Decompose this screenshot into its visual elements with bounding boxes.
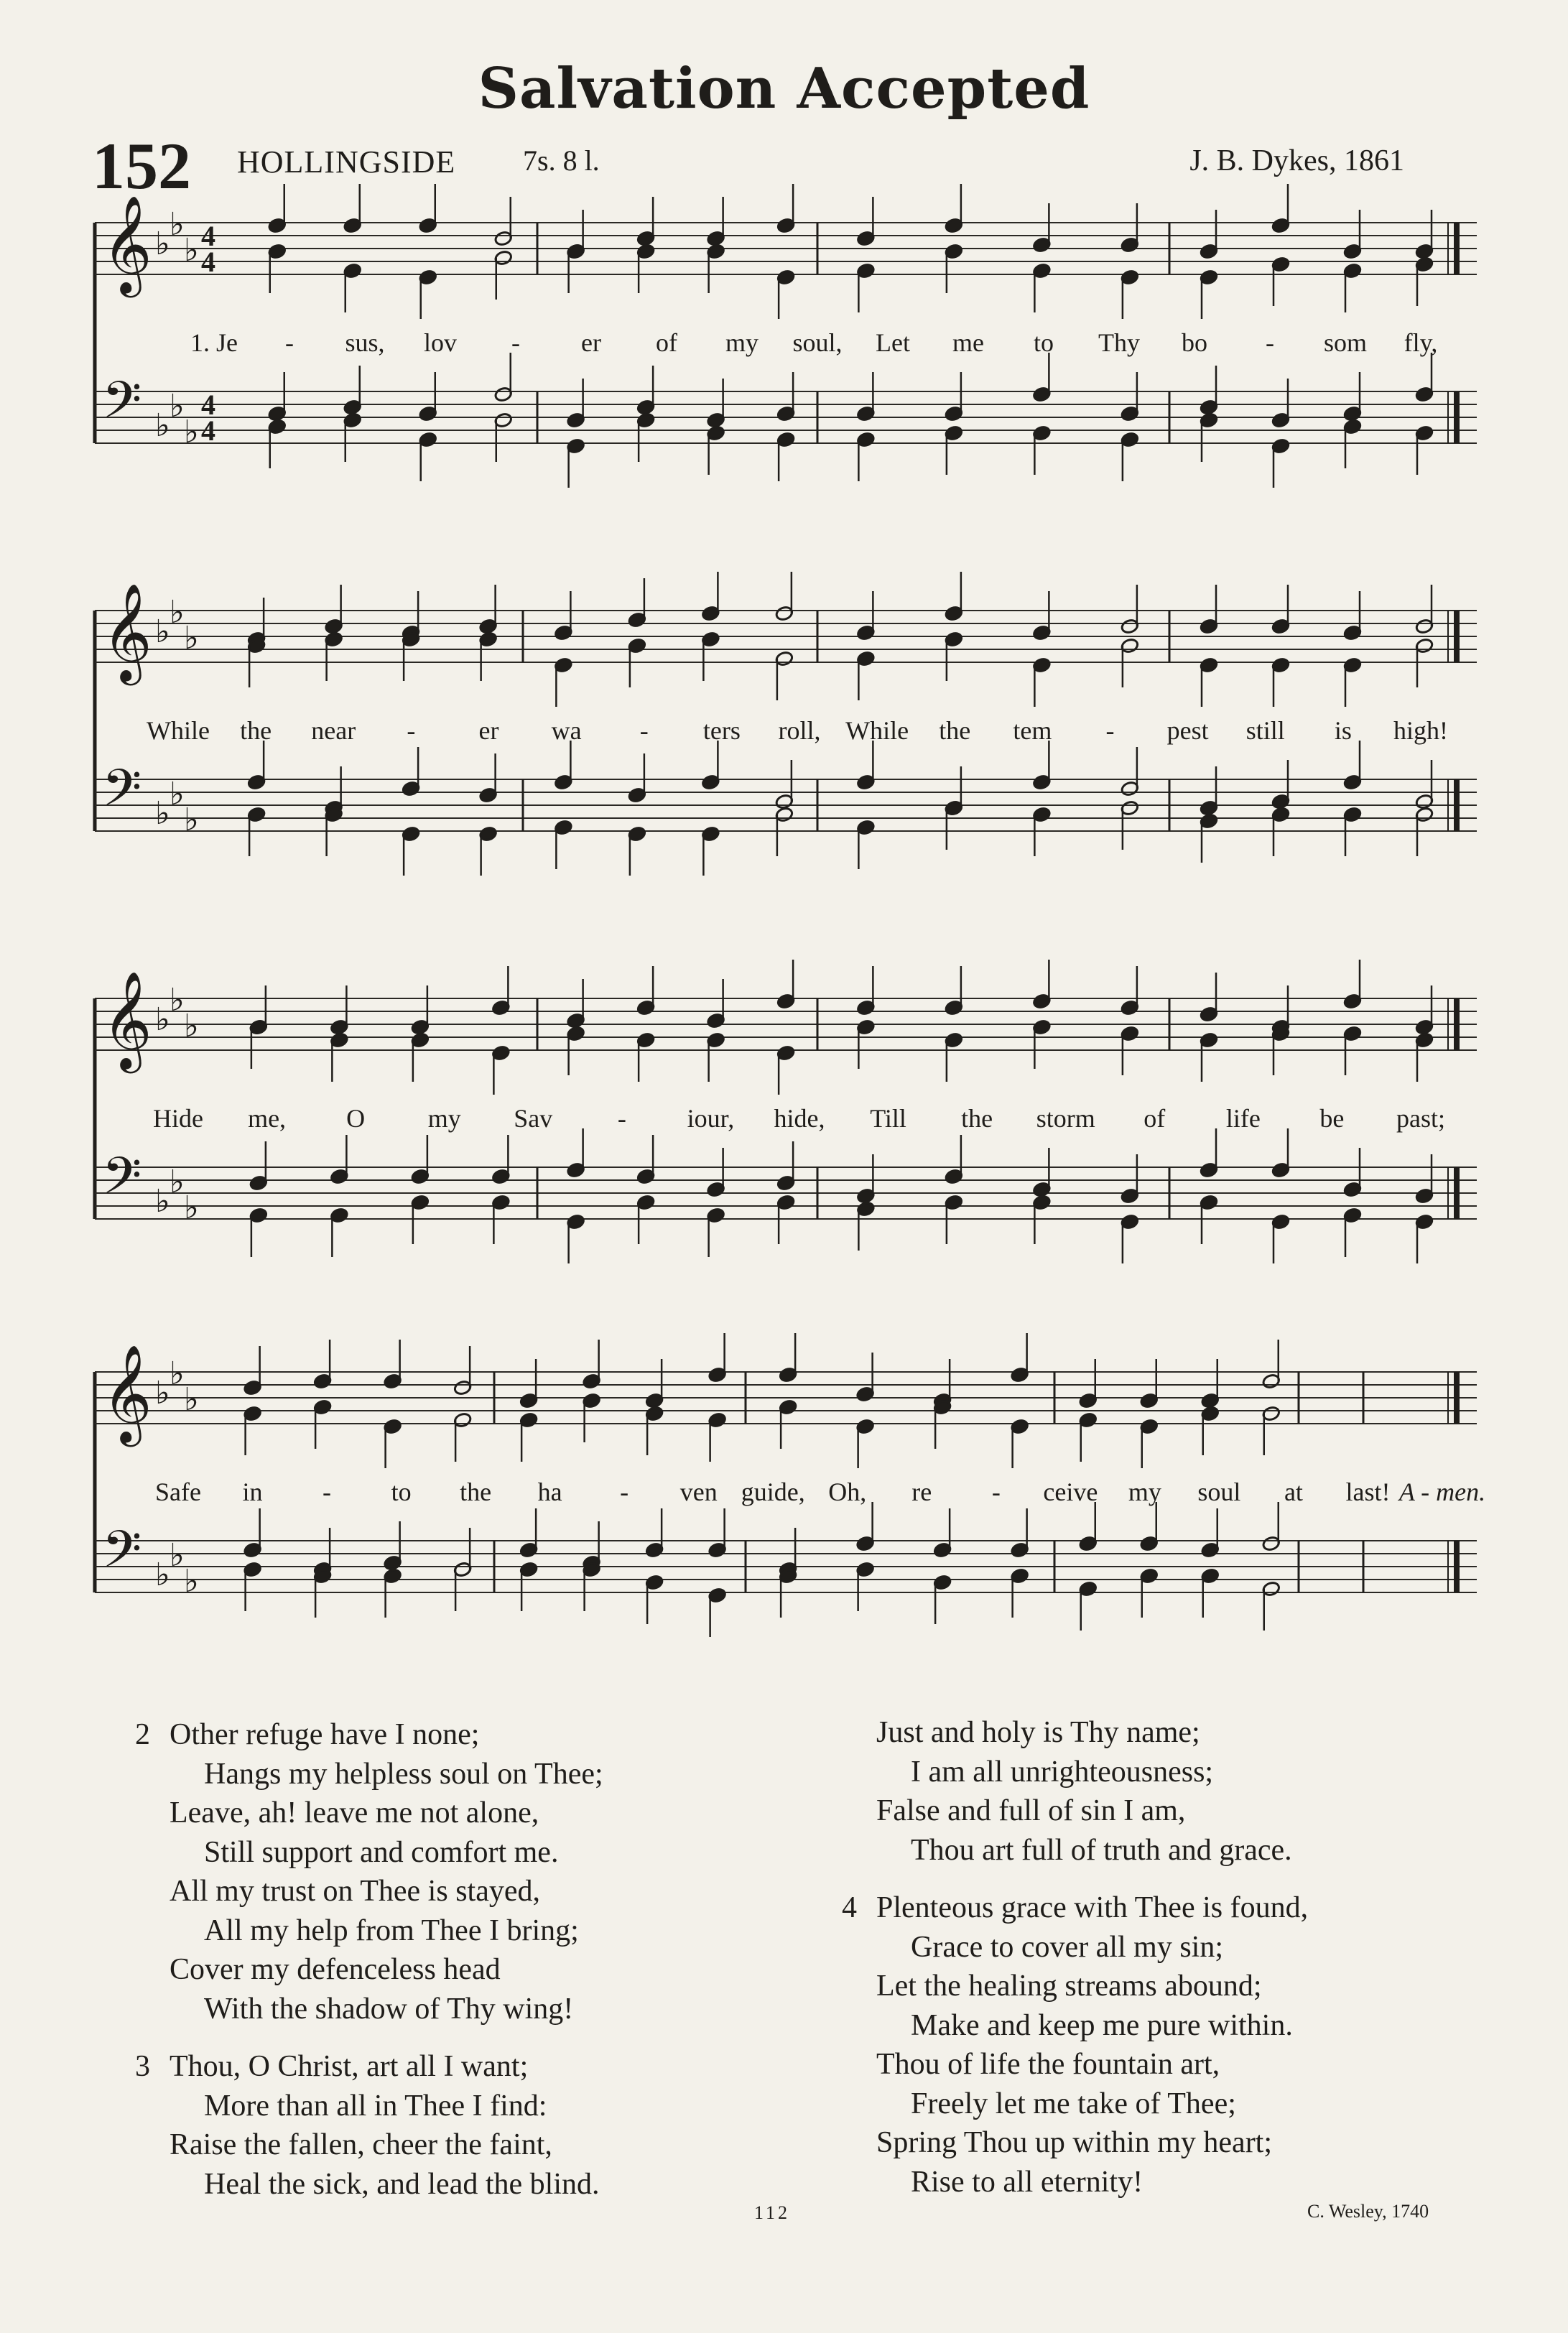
- lyric-syllable: wa: [551, 716, 582, 745]
- lyrics-line: [92, 1477, 1486, 1520]
- flat-icon: ♭: [155, 1001, 170, 1038]
- music-system-3: [92, 970, 1478, 1307]
- lyric-syllable: me,: [248, 1104, 287, 1133]
- lyrics-line: [92, 715, 1478, 759]
- lyric-syllable: be: [1319, 1104, 1345, 1133]
- verse-line: Spring Thou up within my heart;: [876, 2126, 1273, 2159]
- lyric-syllable: Oh,: [828, 1478, 867, 1506]
- lyric-syllable: re: [911, 1478, 932, 1506]
- verse-number: 3: [135, 2050, 150, 2083]
- bass-clef-icon: 𝄢: [102, 371, 142, 442]
- verse-line: Raise the fallen, cheer the faint,: [170, 2128, 552, 2161]
- verse-number: 2: [135, 1718, 150, 1751]
- lyric-syllable: guide,: [741, 1478, 805, 1506]
- verse-line: Let the healing streams abound;: [876, 1970, 1262, 2003]
- flat-icon: ♭: [170, 1164, 185, 1200]
- lyric-syllable: to: [391, 1478, 412, 1506]
- lyric-syllable: tem: [1013, 716, 1052, 745]
- lyric-syllable: Safe: [155, 1478, 201, 1506]
- flat-icon: ♭: [184, 232, 199, 269]
- music-system-1: [92, 194, 1478, 532]
- lyric-syllable: me: [952, 328, 984, 357]
- treble-clef-icon: 𝄞: [102, 194, 152, 293]
- lyric-syllable: my: [1128, 1478, 1161, 1506]
- lyric-syllable: the: [460, 1478, 492, 1506]
- flat-icon: ♭: [184, 1381, 199, 1418]
- verse-line: All my trust on Thee is stayed,: [170, 1875, 540, 1908]
- lyric-syllable: iour,: [687, 1104, 735, 1133]
- lyric-syllable: -: [1266, 328, 1274, 357]
- lyric-syllable: -: [285, 328, 294, 357]
- verse-line: 4 Plenteous grace with Thee is found,: [876, 1888, 1308, 1928]
- lyric-syllable: -: [407, 716, 416, 745]
- flat-icon: ♭: [170, 776, 185, 812]
- lyric-syllable: soul,: [792, 328, 843, 357]
- lyric-syllable: of: [656, 328, 677, 357]
- lyric-syllable: roll,: [778, 716, 821, 745]
- lyric-syllable: the: [240, 716, 272, 745]
- flat-icon: ♭: [170, 594, 185, 631]
- lyric-syllable: som: [1323, 328, 1368, 357]
- flat-icon: ♭: [184, 1008, 199, 1044]
- flat-icon: ♭: [170, 388, 185, 425]
- lyric-syllable: ha: [537, 1478, 562, 1506]
- author-credit: C. Wesley, 1740: [1307, 2201, 1429, 2222]
- flat-icon: ♭: [184, 620, 199, 657]
- verse-line: Leave, ah! leave me not alone,: [170, 1796, 539, 1829]
- lyric-syllable: -: [511, 328, 520, 357]
- lyrics-line: [92, 1103, 1478, 1146]
- flat-icon: ♭: [155, 613, 170, 650]
- flat-icon: ♭: [170, 982, 185, 1019]
- flat-icon: ♭: [170, 1355, 185, 1392]
- verse-3: [135, 2047, 603, 2204]
- lyric-syllable: the: [939, 716, 971, 745]
- bass-clef-icon: 𝄢: [102, 759, 142, 830]
- lyric-syllable: near: [311, 716, 356, 745]
- lyric-syllable: last!: [1345, 1478, 1391, 1506]
- time-signature: 4: [201, 246, 215, 278]
- lyric-syllable: -: [620, 1478, 629, 1506]
- lyric-syllable: While: [147, 716, 210, 745]
- lyric-syllable: -: [617, 1104, 626, 1133]
- flat-icon: ♭: [155, 226, 170, 262]
- treble-clef-icon: 𝄞: [102, 970, 152, 1069]
- flat-icon: ♭: [184, 802, 199, 838]
- verse-line: All my help from Thee I bring;: [204, 1914, 579, 1947]
- lyric-syllable: sus,: [345, 328, 385, 357]
- meter: 7s. 8 l.: [523, 144, 600, 177]
- lyric-syllable: lov: [423, 328, 458, 357]
- page-title: Salvation Accepted: [478, 56, 1090, 121]
- lyric-syllable: -: [991, 1478, 1001, 1506]
- lyric-syllable: er: [581, 328, 601, 357]
- verse-line: More than all in Thee I find:: [204, 2089, 547, 2123]
- time-signature: 4: [201, 414, 215, 447]
- verses-left-column: [135, 1715, 603, 2222]
- tune-name: HOLLINGSIDE: [237, 144, 456, 180]
- flat-icon: ♭: [155, 795, 170, 832]
- verse-line: Thou of life the fountain art,: [876, 2048, 1220, 2081]
- lyric-syllable: life: [1225, 1104, 1261, 1133]
- bass-clef-icon: 𝄢: [102, 1520, 142, 1592]
- lyric-syllable: ven: [679, 1478, 718, 1506]
- lyric-syllable: While: [845, 716, 909, 745]
- flat-icon: ♭: [184, 1189, 199, 1226]
- flat-icon: ♭: [155, 1183, 170, 1220]
- verse-line: False and full of sin I am,: [876, 1794, 1186, 1827]
- lyric-syllable: past;: [1396, 1104, 1445, 1133]
- lyric-syllable: is: [1334, 716, 1352, 745]
- flat-icon: ♭: [155, 407, 170, 444]
- lyric-syllable: in: [242, 1478, 263, 1506]
- lyric-syllable: ceive: [1043, 1478, 1098, 1506]
- verse-line: Grace to cover all my sin;: [911, 1930, 1224, 1964]
- hymn-number: 152: [92, 129, 191, 203]
- lyric-syllable: of: [1143, 1104, 1166, 1133]
- verse-line: With the shadow of Thy wing!: [204, 1992, 574, 2026]
- treble-clef-icon: 𝄞: [102, 582, 152, 681]
- verse-line: Thou art full of truth and grace.: [911, 1833, 1292, 1867]
- lyric-syllable: to: [1033, 328, 1054, 357]
- flat-icon: ♭: [184, 1563, 199, 1600]
- verses-right-column: [842, 1713, 1309, 2220]
- lyric-syllable: -: [639, 716, 649, 745]
- lyric-syllable: er: [478, 716, 499, 745]
- lyric-syllable: Thy: [1098, 328, 1140, 357]
- lyric-syllable: bo: [1182, 328, 1207, 357]
- flat-icon: ♭: [155, 1375, 170, 1411]
- verse-2: [135, 1715, 603, 2028]
- verse-line: Hangs my helpless soul on Thee;: [204, 1757, 603, 1791]
- lyric-syllable: -: [323, 1478, 332, 1506]
- verse-line: I am all unrighteousness;: [911, 1755, 1214, 1789]
- lyric-syllable: storm: [1036, 1104, 1095, 1133]
- lyric-syllable: still: [1245, 716, 1285, 745]
- verse-number: 4: [842, 1891, 857, 1924]
- lyric-syllable: hide,: [774, 1104, 825, 1133]
- lyric-syllable: pest: [1166, 716, 1209, 745]
- flat-icon: ♭: [184, 414, 199, 450]
- lyric-syllable: A - men.: [1398, 1478, 1486, 1506]
- music-system-4: [92, 1343, 1486, 1681]
- verse-line: Just and holy is Thy name;: [876, 1716, 1200, 1749]
- lyric-syllable: my: [427, 1104, 461, 1133]
- treble-clef-icon: 𝄞: [102, 1343, 152, 1442]
- composer: J. B. Dykes, 1861: [1189, 144, 1404, 177]
- verse-line: Rise to all eternity!: [911, 2165, 1143, 2199]
- lyrics-line: [92, 328, 1478, 371]
- verse-line: Cover my defenceless head: [170, 1953, 501, 1986]
- verse-line: Still support and comfort me.: [204, 1835, 559, 1869]
- lyric-syllable: -: [1105, 716, 1115, 745]
- verse-line: Freely let me take of Thee;: [911, 2087, 1236, 2120]
- bass-clef-icon: 𝄢: [102, 1146, 142, 1218]
- lyric-syllable: the: [961, 1104, 993, 1133]
- verse-3-continued: [876, 1713, 1308, 1870]
- music-system-2: [92, 582, 1478, 919]
- flat-icon: ♭: [170, 206, 185, 243]
- lyric-syllable: high!: [1393, 716, 1448, 745]
- lyric-syllable: Sav: [514, 1104, 553, 1133]
- lyric-syllable: soul: [1197, 1478, 1241, 1506]
- flat-icon: ♭: [170, 1537, 185, 1574]
- verse-line: 2 Other refuge have I none;: [170, 1715, 603, 1755]
- time-signature: 4: [201, 389, 215, 421]
- verse-line: Make and keep me pure within.: [911, 2008, 1293, 2042]
- verse-line: 3 Thou, O Christ, art all I want;: [170, 2047, 603, 2087]
- verse-4: [842, 1888, 1309, 2202]
- lyric-syllable: Till: [870, 1104, 906, 1133]
- lyric-syllable: 1. Je: [190, 328, 238, 357]
- time-signature: 4: [201, 220, 215, 252]
- lyric-syllable: ters: [702, 716, 741, 745]
- lyric-syllable: fly,: [1404, 328, 1438, 357]
- lyric-syllable: at: [1284, 1478, 1303, 1506]
- lyric-syllable: Hide: [153, 1104, 203, 1133]
- page-number: 112: [754, 2202, 791, 2223]
- lyric-syllable: Let: [876, 328, 910, 357]
- verse-line: Heal the sick, and lead the blind.: [204, 2167, 600, 2201]
- lyric-syllable: O: [346, 1104, 366, 1133]
- lyric-syllable: my: [725, 328, 759, 357]
- flat-icon: ♭: [155, 1557, 170, 1593]
